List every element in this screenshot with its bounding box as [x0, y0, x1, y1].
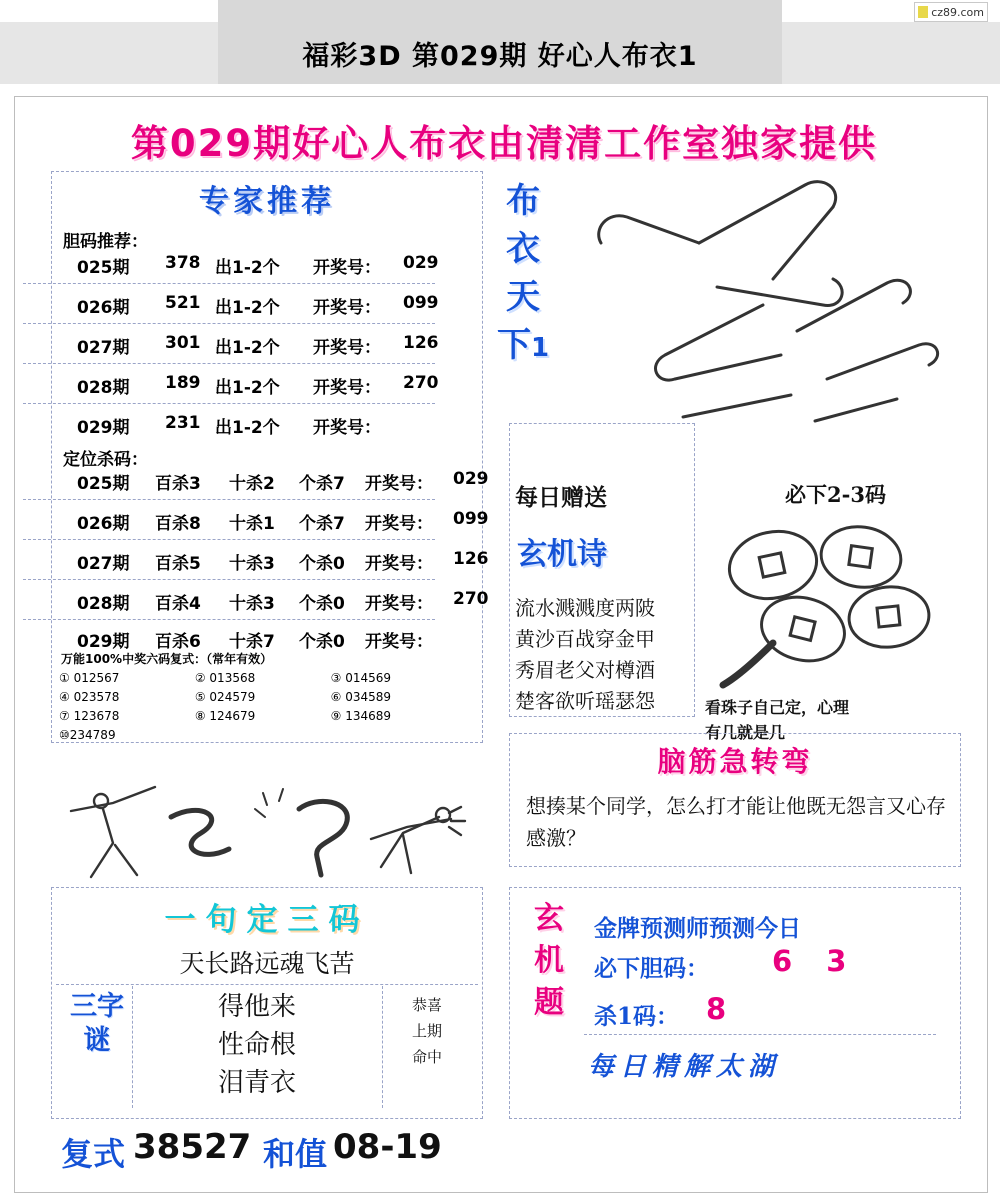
- xuanji-footer: 每日精解太湖: [588, 1052, 781, 1082]
- row-ge: 个杀7: [299, 514, 345, 534]
- row-draw-label: 开奖号：: [313, 418, 381, 438]
- row-period: 027期: [77, 554, 130, 574]
- fushi-no: ⑩: [59, 728, 70, 742]
- expert-section-title: 专家推荐: [199, 184, 335, 219]
- row-period: 025期: [77, 258, 130, 278]
- xuanji-kill-code: 8: [706, 992, 727, 1026]
- row-shi: 十杀1: [229, 514, 275, 534]
- top-gray-band: [218, 0, 782, 22]
- title-band-inner: [218, 22, 782, 84]
- poem-line: 流水溅溅度两陂: [515, 596, 655, 620]
- divider: [584, 1034, 936, 1035]
- coins-illustration: [703, 517, 953, 697]
- must-play-label: 必下2-3码: [785, 482, 886, 507]
- kill-row-1: [25, 469, 489, 503]
- divider: [23, 403, 435, 404]
- fushi-no: ③: [330, 671, 342, 685]
- row-bai: 百杀5: [155, 554, 201, 574]
- xuanji-line-3: 杀1码：: [594, 1003, 680, 1030]
- row-out: 出1-2个: [215, 378, 280, 398]
- logo-text: cz89.com: [931, 5, 984, 19]
- row-draw-label: 开奖号：: [365, 514, 433, 534]
- row-draw-label: 开奖号：: [313, 378, 381, 398]
- row-shi: 十杀3: [229, 554, 275, 574]
- fushi-hezhi-row: [51, 1125, 481, 1173]
- row-bai: 百杀8: [155, 514, 201, 534]
- daily-gift-label: 每日赠送: [515, 484, 607, 511]
- stick-figure-illustration: [51, 757, 481, 882]
- xuanji-question-box: [509, 887, 961, 1119]
- fushi-no: ⑧: [194, 709, 206, 723]
- dan-row-2: [25, 293, 445, 327]
- fushi-val: 234789: [69, 728, 116, 742]
- coins-note: 看珠子自己定，心理 有几就是几: [705, 698, 850, 742]
- riddle-line: 得他来: [217, 992, 296, 1022]
- divider: [23, 579, 435, 580]
- fushi-item: [59, 669, 191, 688]
- row-draw-label: 开奖号：: [365, 594, 433, 614]
- dan-row-1: [25, 253, 445, 287]
- riddle-lines: [142, 988, 372, 1102]
- xuanji-dan-codes: 6 3: [772, 944, 859, 978]
- row-ge: 个杀0: [299, 594, 345, 614]
- row-draw: 126: [453, 549, 489, 569]
- fushi-val: 023578: [73, 690, 120, 704]
- divider: [23, 323, 435, 324]
- fushi-list: [59, 669, 469, 745]
- three-code-box: [51, 887, 483, 1119]
- dan-row-3: [25, 333, 445, 367]
- row-period: 029期: [77, 418, 130, 438]
- row-ge: 个杀0: [299, 554, 345, 574]
- row-draw: 029: [453, 469, 489, 489]
- row-nums: 189: [165, 373, 201, 393]
- xuanji-line-1: 金牌预测师预测今日: [594, 915, 801, 942]
- fushi-item: [331, 707, 463, 726]
- row-ge: 个杀0: [299, 632, 345, 652]
- page-title: 福彩3D 第029期 好心人布衣1: [302, 40, 698, 72]
- fushi-item: [331, 688, 463, 707]
- fushi-item: [195, 707, 327, 726]
- fushi-val: 014569: [345, 671, 392, 685]
- row-draw: 099: [403, 293, 439, 313]
- brain-teaser-question: 想揍某个同学，怎么打才能让他既无怨言又心存感激？: [526, 794, 946, 850]
- brain-teaser-title: 脑筋急转弯: [657, 745, 813, 778]
- poem-line: 秀眉老父对樽酒: [515, 658, 655, 682]
- row-draw: 270: [453, 589, 489, 609]
- dan-code-label: 胆码推荐：: [63, 232, 148, 252]
- brain-teaser-box: [509, 733, 961, 867]
- fushi-item: [195, 669, 327, 688]
- buyi-vertical-title: 布衣 天下1: [496, 181, 550, 365]
- fushi-label: 复式: [61, 1135, 126, 1173]
- fushi-item: [59, 726, 191, 745]
- row-bai: 百杀3: [155, 474, 201, 494]
- row-shi: 十杀3: [229, 594, 275, 614]
- row-out: 出1-2个: [215, 338, 280, 358]
- fushi-no: ②: [194, 671, 206, 685]
- logo-mark-icon: [918, 6, 928, 18]
- fushi-no: ⑦: [59, 709, 70, 723]
- row-out: 出1-2个: [215, 418, 280, 438]
- dan-row-4: [25, 373, 445, 407]
- row-nums: 378: [165, 253, 201, 273]
- fushi-val: 134689: [345, 709, 392, 723]
- row-draw-label: 开奖号：: [365, 474, 433, 494]
- poem-line: 楚客欲听瑶瑟怨: [515, 689, 655, 713]
- divider: [23, 499, 435, 500]
- row-shi: 十杀7: [229, 632, 275, 652]
- buyi-number: 1: [530, 333, 550, 363]
- row-draw: 270: [403, 373, 439, 393]
- poster-sheet: [14, 96, 988, 1193]
- xuanji-poem-lines: [515, 593, 705, 717]
- kill-row-3: [25, 549, 489, 583]
- row-nums: 231: [165, 413, 201, 433]
- fushi-item: [59, 707, 191, 726]
- row-bai: 百杀4: [155, 594, 201, 614]
- title-band: [0, 22, 1000, 84]
- fushi-item: [59, 688, 191, 707]
- row-period: 029期: [77, 632, 130, 652]
- kill-row-2: [25, 509, 489, 543]
- three-char-riddle-label: 三字谜: [70, 991, 124, 1056]
- fushi-value: 38527: [133, 1127, 252, 1167]
- divider: [23, 619, 435, 620]
- divider: [23, 363, 435, 364]
- divider: [56, 984, 478, 985]
- fushi-no: ⑨: [330, 709, 342, 723]
- row-bai: 百杀6: [155, 632, 201, 652]
- row-period: 026期: [77, 514, 130, 534]
- banner-text: 第029期好心人布衣由清清工作室独家提供: [130, 122, 878, 165]
- three-code-poem: 天长路远魂飞苦: [179, 949, 355, 978]
- fushi-no: ⑤: [194, 690, 206, 704]
- fushi-item: [331, 669, 463, 688]
- fushi-val: 013568: [209, 671, 256, 685]
- fushi-no: ⑥: [330, 690, 342, 704]
- top-bar: [0, 0, 1000, 22]
- fushi-item: [195, 688, 327, 707]
- row-shi: 十杀2: [229, 474, 275, 494]
- divider: [23, 539, 435, 540]
- row-draw: 029: [403, 253, 439, 273]
- row-period: 027期: [77, 338, 130, 358]
- row-draw-label: 开奖号：: [365, 554, 433, 574]
- kill-code-label: 定位杀码：: [63, 450, 148, 470]
- row-period: 028期: [77, 378, 130, 398]
- fushi-val: 024579: [209, 690, 256, 704]
- row-nums: 521: [165, 293, 201, 313]
- three-code-title: 一句定三码: [164, 902, 370, 938]
- row-draw: 126: [403, 333, 439, 353]
- poem-line: 黄沙百战穿金甲: [515, 627, 655, 651]
- row-nums: 301: [165, 333, 201, 353]
- riddle-line: 性命根: [217, 1030, 296, 1060]
- xuanji-line-2: 必下胆码：: [594, 955, 709, 982]
- kill-row-4: [25, 589, 489, 623]
- divider: [132, 986, 133, 1108]
- fushi-val: 124679: [209, 709, 256, 723]
- xuanji-question-vertical-title: 玄 机 题: [534, 901, 564, 1020]
- xuanji-poem-title: 玄机诗: [517, 537, 607, 572]
- fushi-title: 万能100%中奖六码复式：（常年有效）: [61, 652, 273, 666]
- fushi-val: 034589: [345, 690, 392, 704]
- divider: [23, 283, 435, 284]
- row-draw-label: 开奖号：: [313, 338, 381, 358]
- row-out: 出1-2个: [215, 298, 280, 318]
- row-period: 025期: [77, 474, 130, 494]
- riddle-line: 泪青衣: [217, 1068, 296, 1098]
- row-period: 026期: [77, 298, 130, 318]
- divider: [382, 986, 383, 1108]
- fushi-no: ④: [59, 690, 70, 704]
- row-period: 028期: [77, 594, 130, 614]
- site-logo[interactable]: [914, 2, 988, 22]
- row-draw: 099: [453, 509, 489, 529]
- row-ge: 个杀7: [299, 474, 345, 494]
- row-draw-label: 开奖号：: [313, 298, 381, 318]
- hezhi-label: 和值: [263, 1135, 328, 1173]
- dan-row-5: [25, 413, 445, 447]
- coins-svg: [703, 517, 953, 697]
- congrats-note: 恭喜 上期 命中: [411, 996, 442, 1066]
- fushi-no: ①: [59, 671, 70, 685]
- fushi-val: 123678: [73, 709, 120, 723]
- fushi-val: 012567: [73, 671, 120, 685]
- row-draw-label: 开奖号：: [365, 632, 433, 652]
- row-out: 出1-2个: [215, 258, 280, 278]
- hezhi-value: 08-19: [333, 1127, 442, 1167]
- stick-figure-svg: [51, 757, 481, 882]
- row-draw-label: 开奖号：: [313, 258, 381, 278]
